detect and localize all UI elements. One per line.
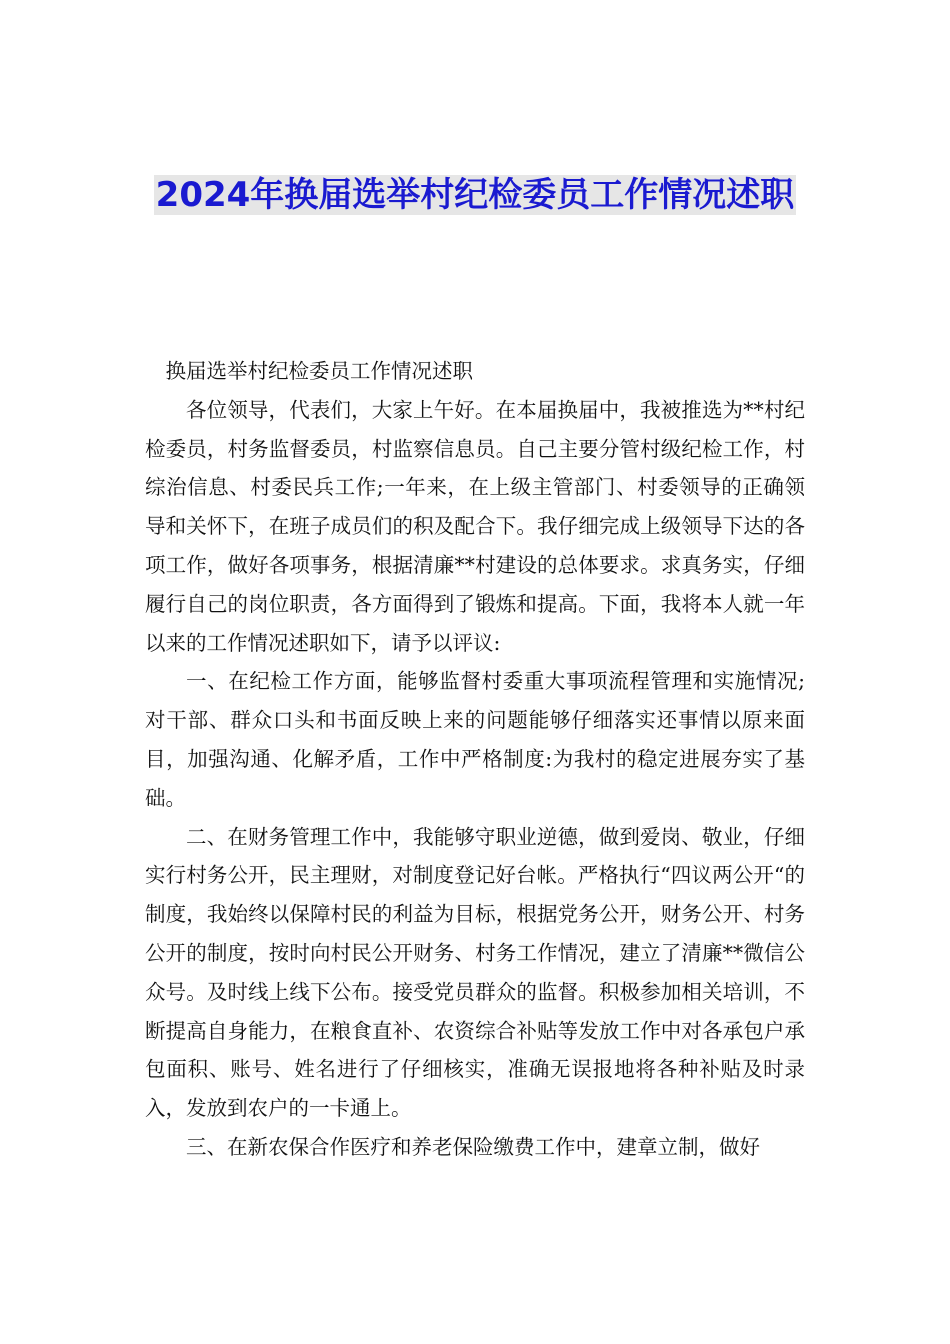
body-paragraph-subtitle: 换届选举村纪检委员工作情况述职 bbox=[165, 359, 473, 383]
body-paragraph-intro: 各位领导，代表们，大家上午好。在本届换届中，我被推选为**村纪检委员，村务监督委员，村监察信息员。自己主要分管村级纪检工作，村综治信息、村委民兵工作;一年来，在上级主管部门、村委领导的正确领导和关怀下，在班子成员们的积及配合下。我仔细完成上级领导下达的各项工作，做好各项事务，根据清廉**村建设的总体要求。求真务实，仔细履行自己的岗位职责，各方面得到了锻炼和提高。下面，我将本人就一年以来的工作情况述职如下，请予以评议: bbox=[145, 397, 805, 655]
document-title bbox=[140, 172, 810, 218]
document-body bbox=[145, 352, 805, 1167]
document-title-text: 2024年换届选举村纪检委员工作情况述职 bbox=[155, 175, 795, 215]
body-paragraph-section-1: 一、在纪检工作方面，能够监督村委重大事项流程管理和实施情况;对干部、群众口头和书面反映上来的问题能够仔细落实还事情以原来面目，加强沟通、化解矛盾，工作中严格制度:为我村的稳定进展夯实了基础。 bbox=[145, 669, 805, 810]
body-paragraph-section-2: 二、在财务管理工作中，我能够守职业逆德，做到爱岗、敬业，仔细实行村务公开，民主理财，对制度登记好台帐。严格执行“四议两公开“的制度，我始终以保障村民的利益为目标，根据党务公开，财务公开、村务公开的制度，按时向村民公开财务、村务工作情况，建立了清廉**微信公众号。及时线上线下公布。接受党员群众的监督。积极参加相关培训，不断提高自身能力，在粮食直补、农资综合补贴等发放工作中对各承包户承包面积、账号、姓名进行了仔细核实，准确无误报地将各种补贴及时录入，发放到农户的一卡通上。 bbox=[145, 824, 805, 1121]
body-paragraph-section-3: 三、在新农保合作医疗和养老保险缴费工作中，建章立制，做好 bbox=[186, 1134, 760, 1159]
